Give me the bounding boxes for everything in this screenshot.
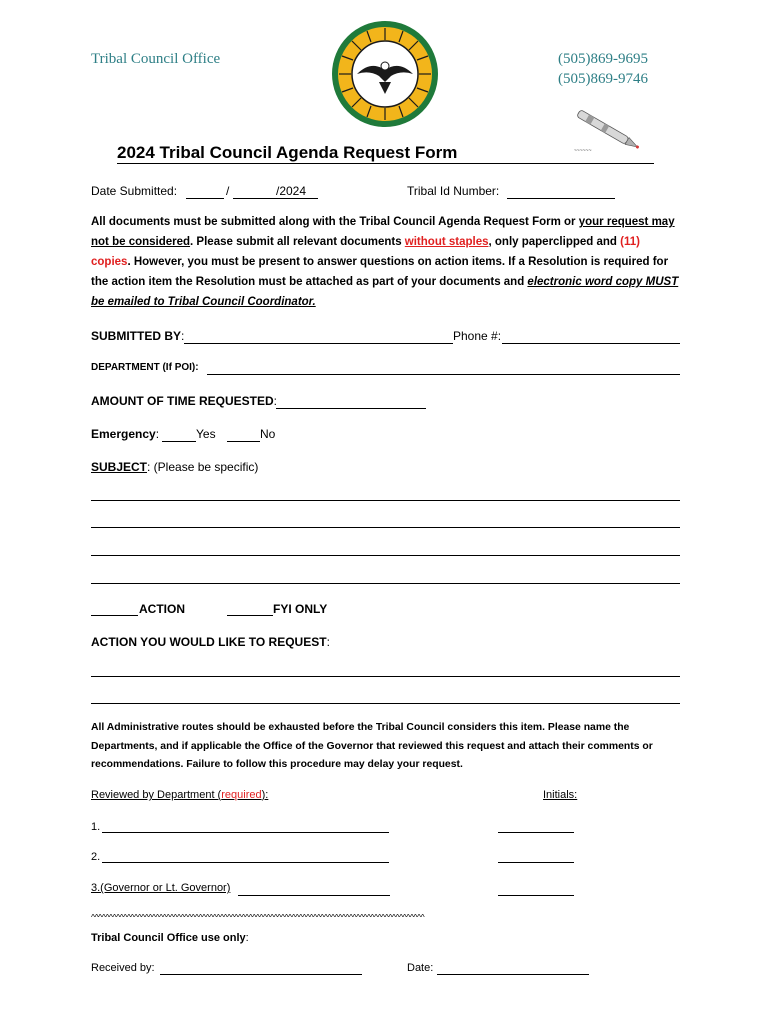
time-requested-label: AMOUNT OF TIME REQUESTED: xyxy=(91,394,278,408)
phone-1: (505)869-9695 xyxy=(558,51,648,67)
subject-line-3[interactable] xyxy=(91,555,680,556)
review-row-2-field[interactable] xyxy=(102,862,389,863)
department-label: DEPARTMENT (If POI): xyxy=(91,362,199,373)
initials-label: Initials: xyxy=(543,789,578,801)
emergency-label: Emergency: xyxy=(91,427,160,441)
submitted-by-field[interactable] xyxy=(184,343,453,344)
office-name: Tribal Council Office xyxy=(91,51,221,67)
department-field[interactable] xyxy=(207,374,680,375)
subject-label: SUBJECT: (Please be specific) xyxy=(91,460,259,474)
received-date-label: Date: xyxy=(407,962,434,974)
emergency-no-label: No xyxy=(260,427,276,441)
subject-line-2[interactable] xyxy=(91,527,680,528)
review-row-1-label: 1. xyxy=(91,821,101,833)
review-row-3-initials[interactable] xyxy=(498,895,574,896)
date-submitted-label: Date Submitted: xyxy=(91,184,178,198)
tribal-id-label: Tribal Id Number: xyxy=(407,184,500,198)
fyi-checkbox-line[interactable] xyxy=(227,615,273,616)
review-row-1-field[interactable] xyxy=(102,832,389,833)
date-slash: / xyxy=(226,184,230,198)
emergency-yes-field[interactable] xyxy=(162,441,196,442)
submitted-by-label: SUBMITTED BY: xyxy=(91,329,185,343)
subject-line-4[interactable] xyxy=(91,583,680,584)
subject-line-1[interactable] xyxy=(91,500,680,501)
title-underline xyxy=(117,163,654,164)
action-request-label: ACTION YOU WOULD LIKE TO REQUEST: xyxy=(91,635,330,649)
form-title: 2024 Tribal Council Agenda Request Form xyxy=(117,143,458,162)
review-row-2-label: 2. xyxy=(91,851,101,863)
review-row-1-initials[interactable] xyxy=(498,832,574,833)
footer-divider: ^^^^^^^^^^^^^^^^^^^^^^^^^^^^^^^^^^^^^^^^^^^^^^^^^^^^^^^^^^^^^^^^^^^^^^^^^^^^^^^^^^^^^^^^^^^^^ xyxy=(91,912,425,922)
action-checkbox-line[interactable] xyxy=(91,615,138,616)
instructions-paragraph: All documents must be submitted along with the Tribal Council Agenda Request Form or your request may not be considered. Please submit all relevant documents without staples, only paperclipped and (11) copies. However, you must be present to answer questions on action items. If a Resolution is required for the action item the Resolution must be attached as part of your documents and electronic word copy MUST be emailed to Tribal Council Coordinator. xyxy=(91,216,679,308)
time-requested-field[interactable] xyxy=(276,408,426,409)
date-year: /2024 xyxy=(276,184,307,198)
tribal-seal-icon xyxy=(331,20,439,128)
action-request-line-2[interactable] xyxy=(91,703,680,704)
emergency-no-field[interactable] xyxy=(227,441,260,442)
action-label: ACTION xyxy=(139,602,185,616)
date-month-field[interactable] xyxy=(186,198,224,199)
date-day-field[interactable] xyxy=(233,198,318,199)
review-row-3-field[interactable] xyxy=(238,895,390,896)
tribal-id-field[interactable] xyxy=(507,198,615,199)
phone-label: Phone #: xyxy=(453,329,502,343)
review-row-3-label: 3.(Governor or Lt. Governor) xyxy=(91,882,231,894)
phone-2: (505)869-9746 xyxy=(558,71,648,87)
emergency-yes-label: Yes xyxy=(196,427,216,441)
received-date-field[interactable] xyxy=(437,974,589,975)
admin-note: All Administrative routes should be exhausted before the Tribal Council considers this item. Please name the Departments, and if applicable the Office of the Governor that reviewed this request and attach their comments or recommendations. Failure to follow this procedure may delay your request. xyxy=(91,722,653,770)
review-row-2-initials[interactable] xyxy=(498,862,574,863)
office-use-label: Tribal Council Office use only: xyxy=(91,932,249,944)
reviewed-by-label: Reviewed by Department (required): xyxy=(91,789,269,801)
received-by-label: Received by: xyxy=(91,962,155,974)
pen-caption: ~~~~~~ xyxy=(574,148,592,154)
action-request-line-1[interactable] xyxy=(91,676,680,677)
fyi-label: FYI ONLY xyxy=(273,602,328,616)
phone-field[interactable] xyxy=(502,343,680,344)
received-by-field[interactable] xyxy=(160,974,362,975)
